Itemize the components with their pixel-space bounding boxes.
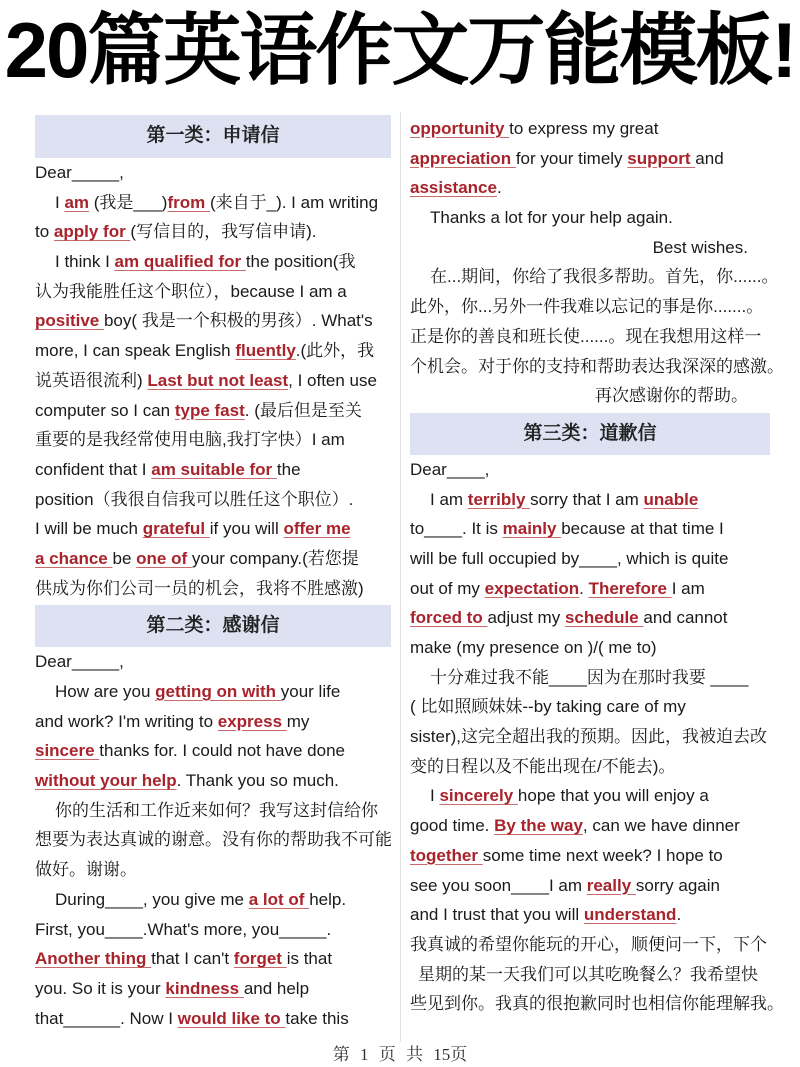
text-segment: 你的生活和工作近来如何？我写这封信给你: [55, 800, 378, 820]
text-line: [35, 915, 391, 945]
text-segment: position（我很自信我可以胜任这个职位）.: [35, 489, 354, 509]
keyword-phrase: together: [410, 845, 483, 865]
text-segment: 再次感谢你的帮助。: [595, 386, 748, 406]
keyword-phrase: schedule: [564, 608, 644, 628]
text-line: [35, 277, 391, 307]
text-line: [35, 455, 391, 485]
text-segment: thanks for. I could not have done: [99, 741, 345, 761]
text-line: [410, 144, 770, 174]
text-segment: I will be much: [35, 519, 143, 539]
text-line: [35, 485, 391, 515]
text-segment: help.: [309, 889, 347, 909]
text-segment: and help: [243, 978, 310, 998]
text-segment: the position(我: [245, 252, 356, 272]
keyword-phrase: opportunity: [410, 119, 510, 138]
text-segment: 个机会。对于你的支持和帮助表达我深深的感激。: [410, 356, 784, 376]
text-segment: you. So it is your: [35, 978, 166, 998]
text-segment: is that: [286, 949, 333, 969]
text-segment: 重要的是我经常使用电脑,我打字快）I am: [35, 430, 345, 450]
text-segment: Best wishes.: [652, 237, 748, 257]
keyword-phrase: without your help: [35, 771, 177, 791]
text-line: [410, 871, 770, 901]
text-segment: I think I: [55, 252, 115, 272]
text-line: [35, 574, 391, 604]
text-segment: see you soon____I am: [410, 875, 587, 895]
text-segment: good time.: [410, 816, 495, 836]
text-segment: 十分难过我不能____因为在那时我要 ____: [430, 667, 749, 687]
text-line: [410, 603, 770, 633]
text-segment: . Thank you so much.: [176, 771, 339, 791]
text-segment: more, I can speak English: [35, 341, 236, 361]
text-line: [35, 396, 391, 426]
keyword-phrase: Last but not least: [147, 370, 289, 390]
keyword-phrase: apply for: [53, 222, 131, 242]
keyword-phrase: kindness: [165, 978, 244, 998]
text-line: [35, 188, 391, 218]
text-segment: hope that you will enjoy a: [517, 786, 709, 806]
page-title: 20篇英语作文万能模板!: [4, 6, 796, 94]
text-segment: out of my: [410, 578, 485, 598]
text-segment: the: [276, 459, 301, 479]
keyword-phrase: sincerely: [439, 786, 518, 806]
text-segment: 做好。谢谢。: [35, 860, 137, 880]
keyword-phrase: getting on with: [155, 682, 281, 701]
text-segment: confident that I: [35, 459, 152, 479]
keyword-phrase: mainly: [502, 519, 562, 539]
text-segment: 供成为你们公司一员的机会，我将不胜感激): [35, 578, 364, 598]
left-column: [35, 115, 391, 1033]
text-line: [410, 989, 784, 1019]
section-heading: 第一类：申请信: [35, 115, 391, 158]
keyword-phrase: appreciation: [410, 148, 516, 168]
text-segment: During____, you give me: [55, 889, 249, 909]
text-line: [410, 485, 770, 515]
text-line: [410, 722, 770, 752]
keyword-phrase: grateful: [142, 519, 210, 539]
text-segment: 说英语很流利): [35, 370, 148, 390]
text-segment: 认为我能胜任这个职位），because I am a: [35, 281, 347, 301]
keyword-phrase: positive: [35, 311, 104, 331]
text-segment: (我是___): [89, 192, 168, 212]
text-segment: , I often use: [288, 370, 377, 390]
text-line: [35, 796, 391, 826]
keyword-phrase: By the way: [494, 816, 583, 836]
text-segment: and work? I'm writing to: [35, 711, 218, 731]
text-line: [35, 514, 391, 544]
text-segment: will be full occupied by____, which is quite: [410, 548, 729, 568]
text-line: [35, 544, 391, 574]
text-segment: 想要为表达真诚的谢意。没有你的帮助我不可能: [35, 830, 392, 850]
text-segment: sorry that I am: [530, 489, 644, 509]
text-line: [410, 455, 770, 485]
text-line: [410, 574, 770, 604]
text-segment: 我真诚的希望你能玩的开心，顺便问一下，下个: [410, 934, 767, 954]
text-line: [410, 173, 770, 203]
text-segment: adjust my: [487, 608, 565, 628]
text-line: [35, 217, 391, 247]
keyword-phrase: am: [64, 192, 90, 212]
text-line: [35, 736, 391, 766]
text-line: [35, 885, 391, 915]
text-segment: some time next week? I hope to: [482, 845, 723, 865]
text-line: [410, 811, 770, 841]
text-segment: your life: [280, 682, 341, 701]
text-line: [410, 930, 770, 960]
text-line: [410, 514, 770, 544]
text-line: [410, 322, 770, 352]
text-segment: my: [286, 711, 310, 731]
keyword-phrase: terribly: [467, 489, 531, 509]
text-line: [410, 381, 770, 411]
text-segment: 此外，你...另外一件我难以忘记的事是你.......。: [410, 297, 764, 317]
text-line: [410, 233, 770, 263]
text-segment: sister),这完全超出我的预期。因此，我被迫去改: [410, 727, 767, 747]
text-segment: .: [676, 905, 682, 925]
text-segment: to: [35, 222, 54, 242]
keyword-phrase: support: [627, 148, 696, 168]
text-segment: Dear_____,: [35, 652, 124, 672]
text-line: [35, 158, 391, 188]
text-segment: Thanks a lot for your help again.: [430, 208, 673, 228]
text-segment: I am: [671, 578, 705, 598]
text-segment: to express my great: [509, 119, 659, 138]
keyword-phrase: forced to: [410, 608, 488, 628]
text-segment: computer so I can: [35, 400, 175, 420]
keyword-phrase: am qualified for: [114, 252, 246, 272]
text-line: [35, 247, 391, 277]
text-line: [410, 663, 770, 693]
text-segment: 在...期间，你给了我很多帮助。首先，你......。: [430, 267, 779, 287]
keyword-phrase: a lot of: [248, 889, 310, 909]
text-line: [410, 203, 770, 233]
keyword-phrase: expectation: [484, 578, 580, 598]
keyword-phrase: sincere: [35, 741, 100, 761]
keyword-phrase: forget: [233, 949, 287, 969]
keyword-phrase: would like to: [177, 1008, 286, 1028]
text-line: [35, 647, 391, 677]
keyword-phrase: offer me: [283, 519, 351, 539]
text-line: [35, 677, 391, 707]
text-line: [410, 841, 770, 871]
text-segment: 星期的某一天我们可以其吃晚餐么？我希望快: [418, 964, 758, 984]
text-segment: I: [55, 192, 65, 212]
keyword-phrase: type fast: [174, 400, 245, 420]
column-divider: [400, 112, 401, 1042]
keyword-phrase: Another thing: [35, 949, 152, 969]
text-line: [35, 855, 391, 885]
keyword-phrase: am suitable for: [151, 459, 277, 479]
keyword-phrase: understand: [583, 905, 677, 925]
text-line: [35, 707, 391, 737]
keyword-phrase: assistance: [410, 178, 497, 198]
text-segment: .(此外，我: [295, 341, 375, 361]
keyword-phrase: from: [167, 192, 210, 212]
text-line: [410, 752, 770, 782]
text-line: [410, 292, 770, 322]
text-segment: I am: [430, 489, 468, 509]
text-segment: .: [579, 578, 589, 598]
page-footer: 第 1 页 共 15页: [332, 1045, 468, 1064]
text-segment: for your timely: [515, 148, 628, 168]
keyword-phrase: really: [586, 875, 636, 895]
text-segment: 变的日程以及不能出现在/不能去)。: [410, 756, 676, 776]
keyword-phrase: one of: [136, 548, 192, 568]
text-line: [35, 766, 391, 796]
text-line: [410, 262, 779, 292]
text-segment: to____. It is: [410, 519, 503, 539]
text-line: [35, 944, 391, 974]
text-line: [35, 974, 391, 1004]
text-segment: be: [112, 548, 137, 568]
keyword-phrase: a chance: [35, 548, 113, 568]
text-segment: I: [430, 786, 440, 806]
text-segment: and I trust that you will: [410, 905, 584, 925]
text-line: [35, 336, 391, 366]
keyword-phrase: Therefore: [588, 578, 672, 598]
text-line: [410, 900, 770, 930]
text-segment: (写信目的，我写信申请).: [130, 222, 317, 242]
text-segment: take this: [285, 1008, 349, 1028]
text-segment: make (my presence on )/( me to): [410, 638, 657, 657]
text-line: [35, 825, 391, 855]
text-segment: that______. Now I: [35, 1008, 178, 1028]
text-segment: if you will: [209, 519, 284, 539]
text-segment: and: [695, 148, 724, 168]
text-line: [35, 306, 391, 336]
text-line: [35, 366, 391, 396]
right-column: [410, 114, 784, 1019]
text-segment: because at that time I: [561, 519, 724, 539]
text-segment: Dear_____,: [35, 163, 124, 182]
text-segment: .: [496, 178, 502, 198]
section-heading: 第三类：道歉信: [410, 413, 770, 455]
text-segment: Dear____,: [410, 459, 490, 479]
text-line: [410, 114, 770, 144]
text-segment: your company.(若您提: [191, 548, 359, 568]
text-line: [35, 425, 391, 455]
text-line: [410, 633, 770, 663]
text-segment: and cannot: [643, 608, 728, 628]
text-segment: How are you: [55, 682, 156, 701]
keyword-phrase: fluently: [235, 341, 296, 361]
text-segment: (来自于_). I am writing: [209, 192, 379, 212]
text-segment: ( 比如照顾妹妹--by taking care of my: [410, 697, 686, 717]
text-line: [410, 544, 770, 574]
text-segment: 些见到你。我真的很抱歉同时也相信你能理解我。: [410, 994, 784, 1014]
text-segment: boy( 我是一个积极的男孩）. What's: [103, 311, 373, 331]
text-segment: , can we have dinner: [582, 816, 740, 836]
text-line: [410, 960, 770, 990]
section-heading: 第二类：感谢信: [35, 605, 391, 647]
text-segment: 正是你的善良和班长使......。现在我想用这样一: [410, 326, 762, 346]
text-segment: sorry again: [635, 875, 720, 895]
text-segment: First, you____.What's more, you_____.: [35, 919, 332, 939]
text-segment: . (最后但是至关: [244, 400, 362, 420]
keyword-phrase: unable: [643, 489, 699, 509]
text-line: [410, 692, 770, 722]
text-line: [35, 1004, 391, 1034]
keyword-phrase: express: [217, 711, 287, 731]
text-segment: that I can't: [151, 949, 234, 969]
text-line: [410, 781, 770, 811]
text-line: [410, 352, 784, 382]
